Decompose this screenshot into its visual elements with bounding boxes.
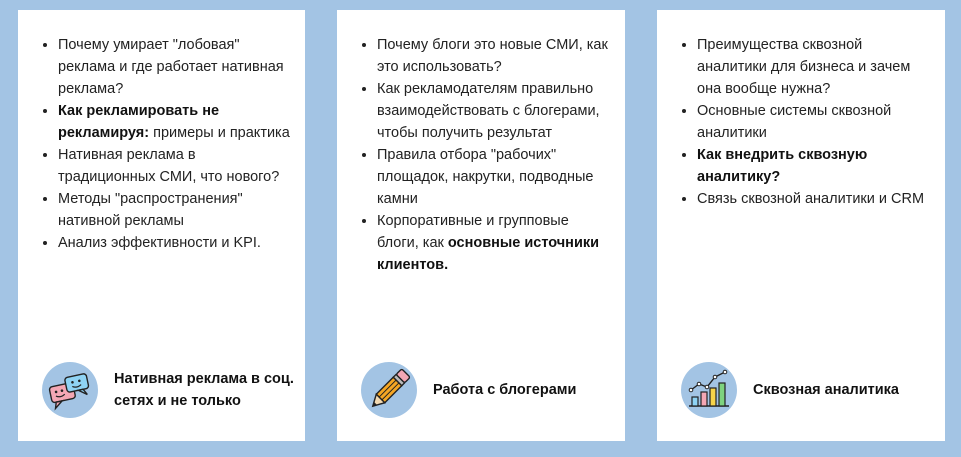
list-item: • Почему умирает "лобовая" реклама и где работает нативная реклама?: [58, 34, 291, 100]
chat-bubbles-icon: [42, 362, 98, 418]
topic-card-bloggers: [337, 10, 625, 441]
list-item: • Основные системы сквозной аналитики: [697, 100, 931, 144]
list-item: • Как рекламировать не рекламируя: примеры и практика: [58, 100, 291, 144]
list-item: • Анализ эффективности и KPI.: [58, 232, 291, 254]
topic-card-analytics: [657, 10, 945, 441]
topic-list: [38, 34, 291, 254]
topic-list: [357, 34, 611, 276]
list-item: • Почему блоги это новые СМИ, как это использовать?: [377, 34, 611, 78]
topic-card-native-ads: [18, 10, 305, 441]
list-item: • Корпоративные и групповые блоги, как основные источники клиентов.: [377, 210, 611, 276]
list-item: • Правила отбора "рабочих" площадок, накрутки, подводные камни: [377, 144, 611, 210]
list-item: • Связь сквозной аналитики и CRM: [697, 188, 931, 210]
pencil-icon: [361, 362, 417, 418]
card-footer: [42, 362, 295, 418]
list-item: • Как рекламодателям правильно взаимодействовать с блогерами, чтобы получить результат: [377, 78, 611, 144]
card-title: Нативная реклама в соц. сетях и не только: [114, 371, 294, 409]
card-title: Работа с блогерами: [433, 382, 577, 398]
card-title: Сквозная аналитика: [753, 382, 899, 398]
list-item: • Как внедрить сквозную аналитику?: [697, 144, 931, 188]
topic-list: [677, 34, 931, 210]
list-item: • Нативная реклама в традиционных СМИ, что нового?: [58, 144, 291, 188]
bar-chart-icon: [681, 362, 737, 418]
list-item: • Преимущества сквозной аналитики для бизнеса и зачем она вообще нужна?: [697, 34, 931, 100]
card-footer: [681, 362, 935, 418]
list-item: • Методы "распространения" нативной рекламы: [58, 188, 291, 232]
card-footer: [361, 362, 615, 418]
